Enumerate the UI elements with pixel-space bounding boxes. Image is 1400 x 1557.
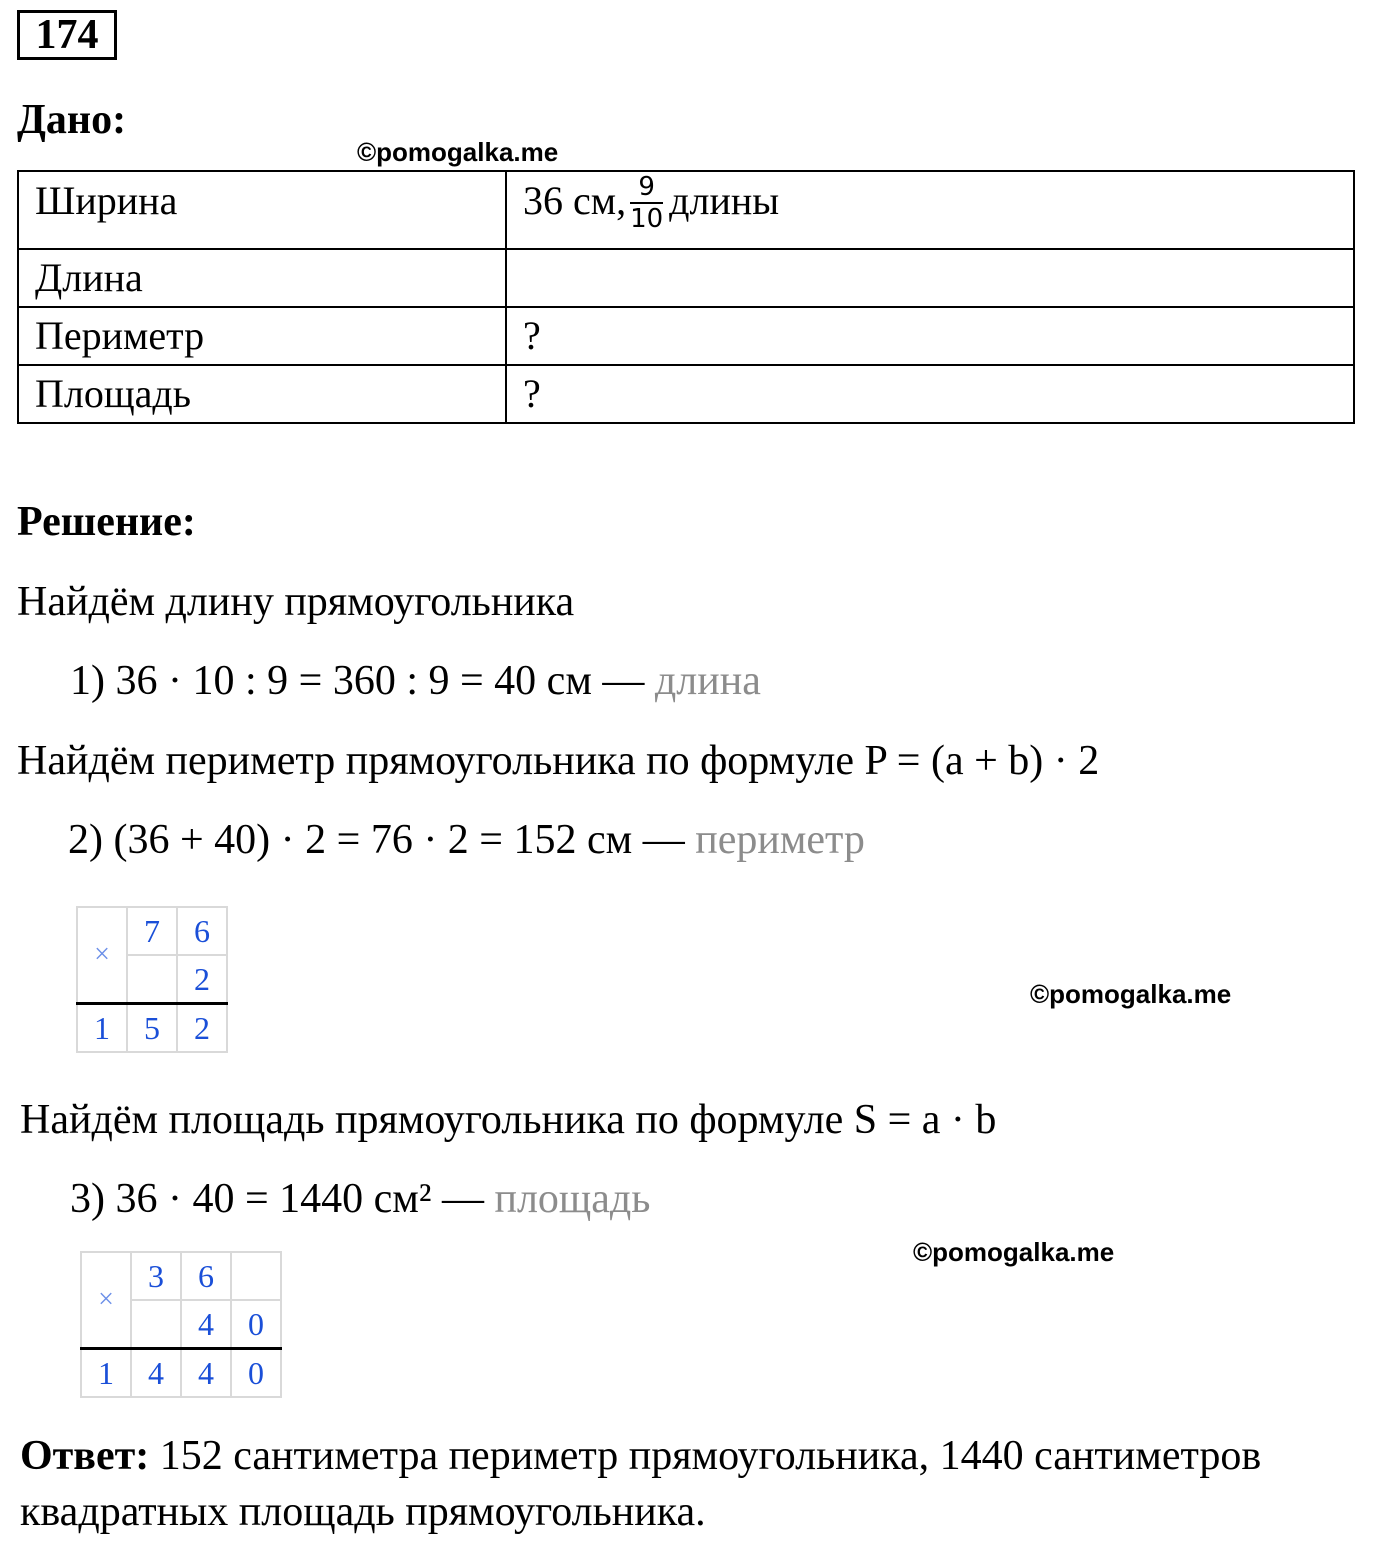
step3-line [70,1175,650,1223]
grid-cell: 6 [181,1252,231,1300]
times-sign: × [81,1252,131,1349]
step2-intro: Найдём периметр прямоугольника по формуле P = (a + b) · 2 [17,738,1100,784]
task-number: 174 [17,10,117,60]
step2-note: периметр [695,817,865,863]
grid-cell: 1 [77,1004,127,1053]
multiplication-grid-76x2 [76,906,228,1053]
given-label-area: Площадь [18,365,506,423]
grid-cell: 6 [177,907,227,955]
given-value-length [506,249,1354,307]
grid-cell: 0 [231,1349,281,1398]
grid-cell: 2 [177,1004,227,1053]
table-row [77,907,227,955]
given-value-perimeter: ? [506,307,1354,365]
grid-cell [127,955,177,1004]
width-suffix: длины [669,178,780,223]
step1-calc: 1) 36 · 10 : 9 = 360 : 9 = 40 см — [70,658,645,704]
watermark: ©pomogalka.me [913,1237,1115,1267]
fraction-denominator: 10 [630,203,664,234]
step3-intro: Найдём площадь прямоугольника по формуле S = a · b [20,1097,997,1143]
given-label-perimeter: Периметр [18,307,506,365]
step3-calc: 3) 36 · 40 = 1440 см² — [70,1176,484,1222]
grid-cell: 3 [131,1252,181,1300]
grid-cell: 1 [81,1349,131,1398]
given-value-area: ? [506,365,1354,423]
grid-cell: 5 [127,1004,177,1053]
watermark: ©pomogalka.me [357,137,559,167]
given-table [17,170,1355,424]
step3-note: площадь [494,1176,651,1222]
grid-cell: 4 [181,1349,231,1398]
multiplication-grid-36x40 [80,1251,282,1398]
grid-cell [231,1252,281,1300]
given-heading: Дано: [17,97,127,143]
answer-label: Ответ: [20,1433,150,1479]
given-value-width [506,171,1354,249]
fraction [630,171,664,234]
watermark: ©pomogalka.me [1030,979,1232,1009]
given-label-length: Длина [18,249,506,307]
table-row [18,307,1354,365]
answer [20,1428,1320,1540]
step1-intro: Найдём длину прямоугольника [17,579,575,625]
grid-cell: 4 [181,1300,231,1349]
grid-cell: 2 [177,955,227,1004]
table-row [77,1004,227,1053]
table-row [81,1349,281,1398]
solution-heading: Решение: [17,499,196,545]
grid-cell: 0 [231,1300,281,1349]
answer-text: 152 сантиметра периметр прямоугольника, 1440 сантиметров квадратных площадь прямоугольника. [20,1433,1262,1535]
grid-cell: 7 [127,907,177,955]
grid-cell [131,1300,181,1349]
table-row [18,249,1354,307]
width-value: 36 см, [523,178,627,223]
step1-line [70,657,761,705]
given-label-width: Ширина [18,171,506,249]
fraction-numerator: 9 [630,174,663,204]
table-row [18,365,1354,423]
table-row [18,171,1354,249]
table-row [81,1252,281,1300]
step2-line [68,816,865,864]
step2-calc: 2) (36 + 40) · 2 = 76 · 2 = 152 см — [68,817,685,863]
grid-cell: 4 [131,1349,181,1398]
times-sign: × [77,907,127,1004]
step1-note: длина [654,658,761,704]
